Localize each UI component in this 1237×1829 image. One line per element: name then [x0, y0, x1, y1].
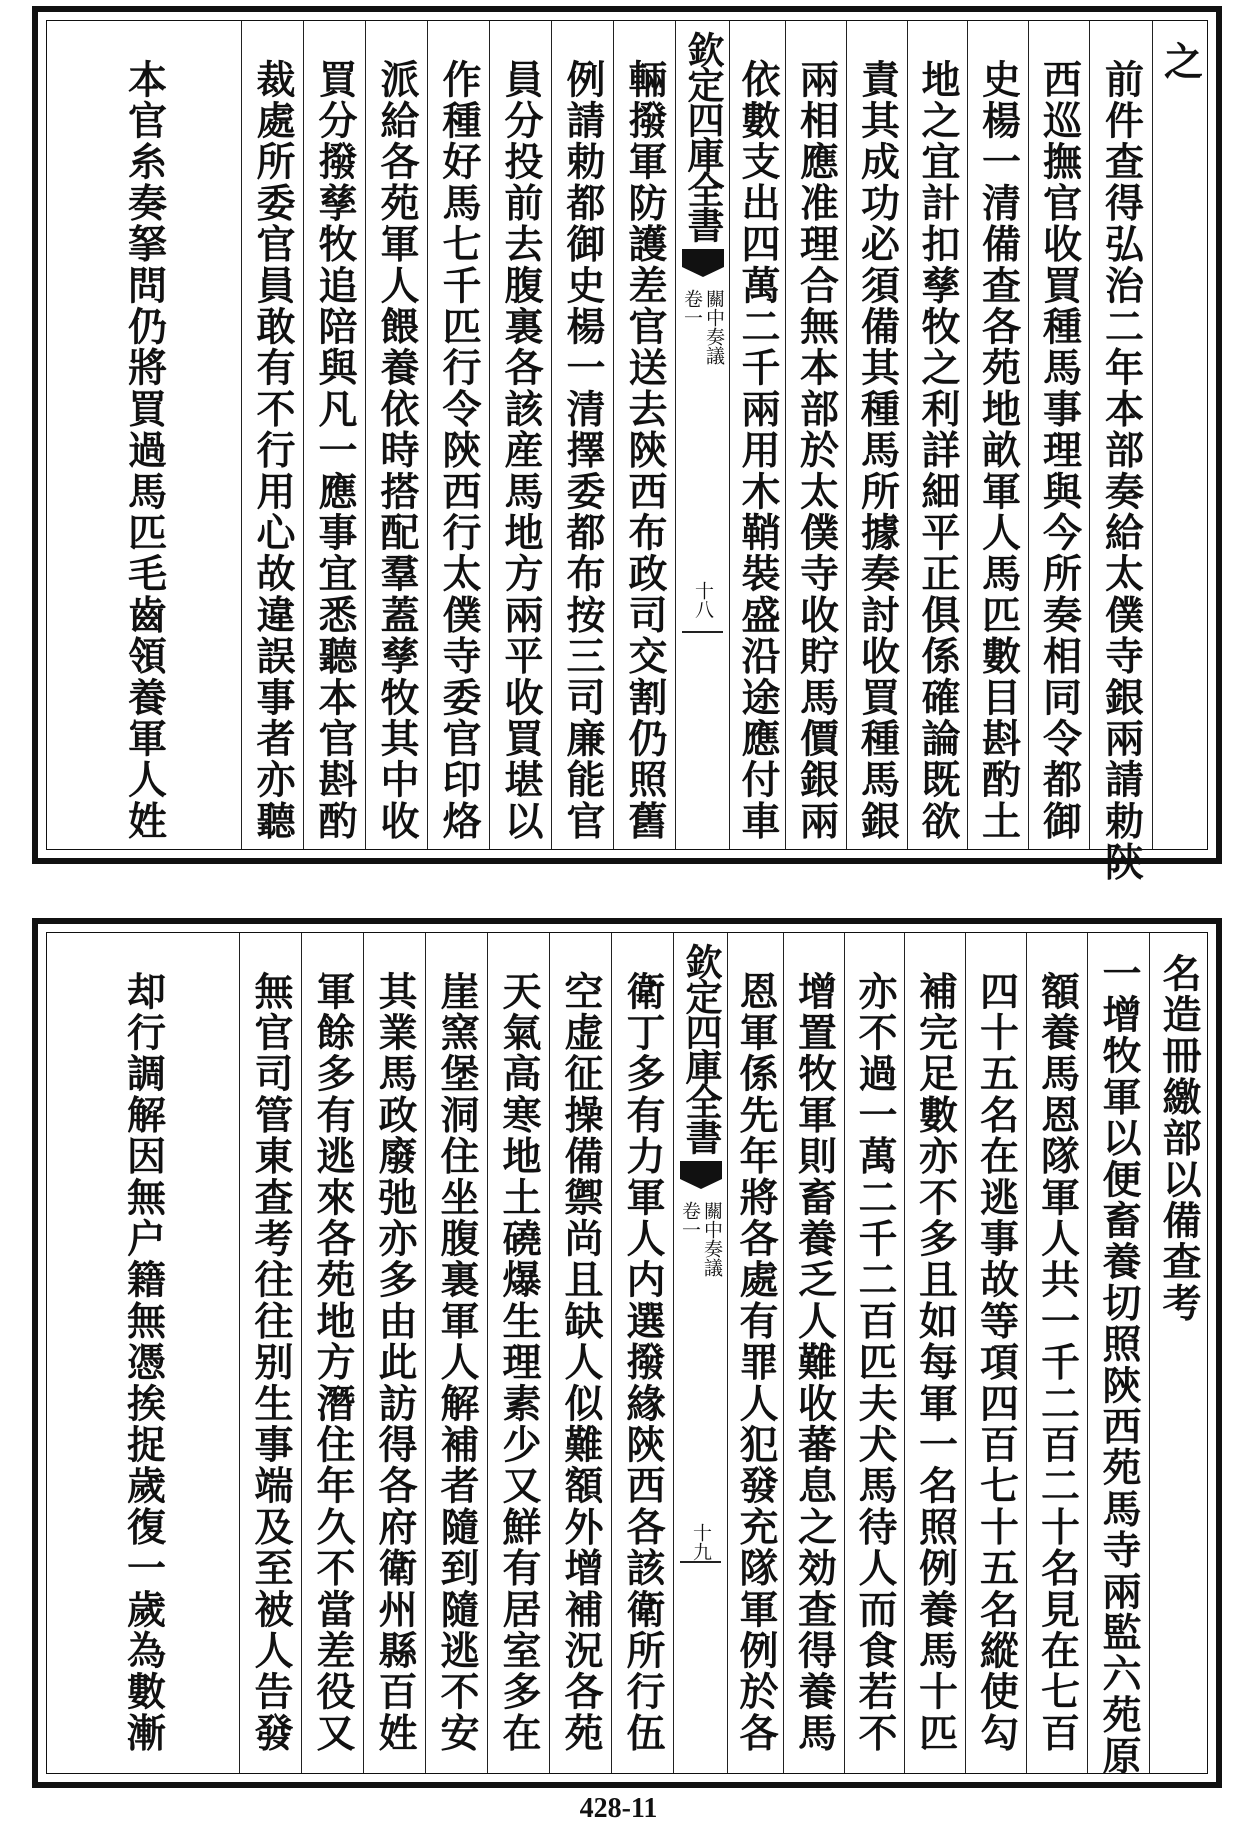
column-text: 前件查得弘治二年本部奏給太僕寺銀兩請勅陝 — [1098, 59, 1145, 883]
book-title: 欽定四庫全書 — [679, 943, 723, 1153]
text-column — [729, 21, 785, 849]
text-column — [487, 933, 549, 1773]
column-text: 空虚征操備禦尚且缺人似難額外增補況各苑 — [558, 971, 604, 1754]
fold-rule — [680, 1561, 721, 1563]
text-columns — [47, 21, 1207, 883]
text-column — [1087, 933, 1149, 1777]
text-column — [301, 933, 363, 1773]
column-text: 作種好馬七千匹行令陝西行太僕寺委官印烙 — [436, 59, 482, 842]
page-footer-number: 428-11 — [579, 1793, 658, 1824]
column-text: 衛丁多有力軍人内選撥緣陝西各該衛所行伍 — [620, 971, 666, 1754]
column-text: 史楊一清備查各苑地畝軍人馬匹數目斟酌土 — [975, 59, 1022, 842]
column-text: 崖窯堡洞住坐腹裏軍人解補者隨到隨逃不安 — [434, 971, 480, 1754]
column-text: 地之宜計扣孳牧之利詳細平正俱係確論既欲 — [915, 59, 961, 842]
column-text: 裁處所委官員敢有不行用心故違誤事者亦聽 — [250, 59, 296, 842]
column-text: 員分投前去腹裏各該産馬地方兩平收買堪以 — [498, 59, 544, 842]
text-column — [427, 21, 489, 849]
folio-number: 十九 — [690, 1523, 712, 1561]
fishtail-mark — [682, 249, 724, 279]
text-column — [363, 933, 425, 1773]
column-text: 補完足數亦不多且如每軍一名照例養馬十匹 — [912, 971, 959, 1754]
volume-label: 卷一 — [681, 289, 703, 327]
text-column — [489, 21, 551, 849]
fishtail-mark — [680, 1161, 722, 1191]
column-text: 一增牧軍以便畜養切照陝西苑馬寺兩監六苑原 — [1096, 953, 1142, 1777]
text-column — [611, 933, 673, 1773]
work-title: 關中奏議 — [701, 1201, 723, 1277]
text-columns — [47, 933, 1207, 1777]
text-column — [904, 933, 965, 1773]
column-text: 例請勅都御史楊一清擇委都布按三司廉能官 — [560, 59, 606, 842]
text-column — [846, 21, 907, 849]
text-column — [549, 933, 611, 1773]
text-column — [1149, 933, 1207, 1773]
text-column — [551, 21, 613, 849]
column-text: 無官司管東查考往往别生事端及至被人告發 — [248, 971, 294, 1754]
column-text: 西巡撫官收買種馬事理與今所奏相同令都御 — [1036, 59, 1083, 842]
column-text: 本官糸奏拏問仍將買過馬匹毛齒領養軍人姓 — [121, 59, 168, 842]
upper-page — [32, 6, 1222, 883]
book-title: 欽定四庫全書 — [681, 31, 725, 241]
column-text: 兩相應准理合無本部於太僕寺收貯馬價銀兩 — [793, 59, 840, 842]
column-text: 依數支出四萬二千兩用木鞘裝盛沿途應付車 — [735, 59, 781, 842]
text-column — [1026, 933, 1087, 1773]
column-text: 額養馬恩隊軍人共一千二百二十名見在七百 — [1034, 971, 1081, 1754]
text-column — [241, 21, 303, 849]
column-text: 增置牧軍則畜養乏人難收蕃息之効查得養馬 — [791, 971, 838, 1754]
column-text: 天氣高寒地土磽爆生理素少又鮮有居室多在 — [496, 971, 542, 1754]
column-text: 亦不過一萬二千二百匹夫犬馬待人而食若不 — [852, 971, 898, 1754]
center-fold — [675, 21, 729, 849]
text-column — [844, 933, 904, 1773]
lower-page — [32, 918, 1222, 1788]
page-frame — [46, 932, 1208, 1777]
column-text: 却行調解因無户籍無憑挨捉歲復一歲為數漸 — [120, 971, 167, 1754]
section-label — [682, 289, 723, 365]
column-text: 之 — [1157, 41, 1204, 83]
column-text: 輛撥軍防護差官送去陝西布政司交割仍照舊 — [622, 59, 668, 842]
volume-label: 卷一 — [679, 1201, 701, 1239]
center-fold — [673, 933, 727, 1773]
folio-number: 十八 — [692, 581, 714, 619]
text-column — [613, 21, 675, 849]
column-text: 責其成功必須備其種馬所據奏討收買種馬銀 — [854, 59, 901, 842]
column-text: 恩軍係先年將各處有罪人犯發充隊軍例於各 — [733, 971, 779, 1754]
text-column — [967, 21, 1028, 849]
text-column — [727, 933, 783, 1773]
text-column — [365, 21, 427, 849]
text-column — [907, 21, 967, 849]
text-column — [1028, 21, 1089, 849]
page-frame — [46, 20, 1208, 883]
text-column — [1152, 21, 1207, 849]
text-column — [425, 933, 487, 1773]
work-title: 關中奏議 — [703, 289, 725, 365]
column-text: 其業馬政廢弛亦多由此訪得各府衛州縣百姓 — [372, 971, 418, 1754]
column-text: 買分撥孳牧追陪與凡一應事宜悉聽本官斟酌 — [312, 59, 358, 842]
text-column — [965, 933, 1026, 1773]
fold-rule — [682, 631, 723, 633]
text-column — [303, 21, 365, 849]
column-text: 名造冊繳部以備查考 — [1156, 953, 1202, 1324]
text-column — [783, 933, 844, 1773]
column-text: 軍餘多有逃來各苑地方潛住年久不當差役又 — [310, 971, 356, 1754]
text-column — [785, 21, 846, 849]
text-column — [47, 933, 239, 1773]
text-column — [47, 21, 241, 849]
column-text: 派給各苑軍人餵養依時搭配羣蓋孳牧其中收 — [374, 59, 420, 842]
column-text: 四十五名在逃事故等項四百七十五名縱使勾 — [973, 971, 1020, 1754]
text-column — [239, 933, 301, 1773]
text-column — [1089, 21, 1152, 883]
section-label — [680, 1201, 721, 1277]
